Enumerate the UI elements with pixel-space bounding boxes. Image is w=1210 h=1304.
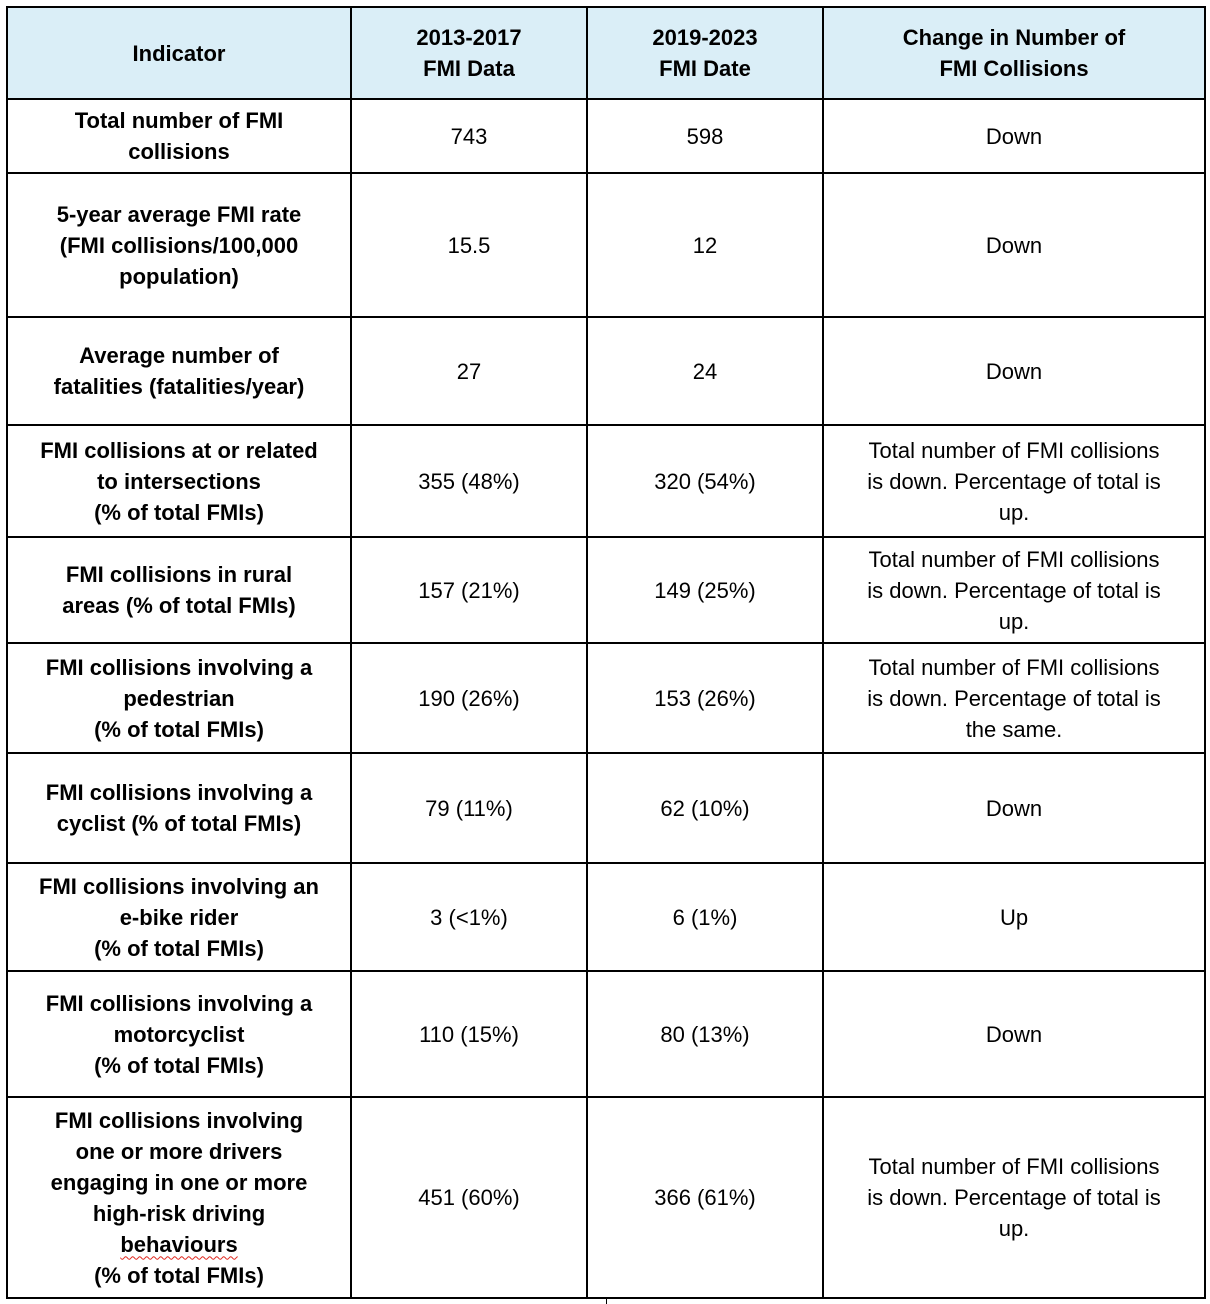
change-line: Down: [985, 232, 1043, 258]
change-cell: [823, 317, 1205, 425]
indicator-line: (% of total FMIs): [94, 1262, 264, 1288]
change-cell: [823, 971, 1205, 1097]
indicator-line: to intersections: [97, 468, 261, 494]
table-row: [7, 643, 1205, 753]
table-row: [7, 537, 1205, 643]
value-2013-2017-cell: 190 (26%): [351, 643, 587, 753]
indicator-line: FMI collisions involving an: [39, 873, 319, 899]
indicator-line: (% of total FMIs): [94, 935, 264, 961]
change-line: up.: [998, 1216, 1030, 1241]
value-2013-2017-cell: 79 (11%): [351, 753, 587, 863]
change-cell: [823, 863, 1205, 971]
indicator-cell: [7, 425, 351, 537]
change-line: Down: [985, 795, 1043, 821]
value-2019-2023-cell: 366 (61%): [587, 1097, 823, 1298]
value-2013-2017-cell: 27: [351, 317, 587, 425]
table-row: [7, 971, 1205, 1097]
header-indicator: [7, 7, 351, 99]
value-2013-2017-cell: 157 (21%): [351, 537, 587, 643]
value-2013-2017-cell: 451 (60%): [351, 1097, 587, 1298]
fmi-indicators-table: [6, 6, 1206, 1299]
change-line: Down: [985, 123, 1043, 149]
change-cell: [823, 753, 1205, 863]
value-2019-2023-cell: 320 (54%): [587, 425, 823, 537]
table-row: [7, 753, 1205, 863]
change-line: Down: [985, 358, 1043, 384]
header-line: 2019-2023: [652, 25, 758, 50]
indicator-line: e-bike rider: [119, 904, 239, 930]
indicator-cell: [7, 173, 351, 317]
change-line: Total number of FMI collisions: [868, 437, 1160, 463]
header-line: FMI Collisions: [939, 56, 1089, 81]
value-2013-2017-cell: 355 (48%): [351, 425, 587, 537]
value-2019-2023-cell: 62 (10%): [587, 753, 823, 863]
change-line: the same.: [965, 716, 1063, 742]
indicator-line: cyclist (% of total FMIs): [56, 811, 302, 836]
indicator-cell: [7, 971, 351, 1097]
indicator-line: FMI collisions involving a: [45, 654, 313, 680]
change-line: up.: [998, 499, 1030, 525]
change-line: Down: [985, 1021, 1043, 1047]
indicator-line: FMI collisions involving a: [45, 990, 313, 1016]
indicator-line: Total number of FMI: [74, 108, 284, 133]
header-line: FMI Date: [659, 56, 751, 81]
indicator-line: (% of total FMIs): [94, 1052, 264, 1078]
spellcheck-flagged-word: behaviours: [120, 1231, 238, 1257]
change-line: is down. Percentage of total is: [867, 685, 1161, 711]
change-line: is down. Percentage of total is: [867, 1185, 1161, 1210]
indicator-line: 5-year average FMI rate: [56, 201, 302, 227]
change-cell: [823, 643, 1205, 753]
header-line: FMI Data: [423, 56, 515, 81]
indicator-line: FMI collisions in rural: [65, 562, 293, 587]
indicator-cell: [7, 317, 351, 425]
change-cell: [823, 173, 1205, 317]
change-line: up.: [998, 608, 1030, 634]
table-header-row: [7, 7, 1205, 99]
indicator-line: fatalities (fatalities/year): [53, 374, 305, 399]
change-cell: [823, 99, 1205, 173]
value-2013-2017-cell: 3 (<1%): [351, 863, 587, 971]
value-2019-2023-cell: 598: [587, 99, 823, 173]
change-line: is down. Percentage of total is: [867, 468, 1161, 494]
change-line: Up: [999, 904, 1029, 930]
indicator-line: pedestrian: [123, 685, 235, 711]
indicator-line: engaging in one or more: [50, 1169, 308, 1195]
indicator-line: (% of total FMIs): [94, 716, 264, 742]
value-2013-2017-cell: 110 (15%): [351, 971, 587, 1097]
indicator-cell: [7, 99, 351, 173]
header-line: Indicator: [132, 40, 226, 66]
table-row: [7, 99, 1205, 173]
change-cell: [823, 537, 1205, 643]
header-line: 2013-2017: [416, 25, 522, 50]
indicator-cell: [7, 1097, 351, 1298]
value-2019-2023-cell: 153 (26%): [587, 643, 823, 753]
header-period-2013-2017: [351, 7, 587, 99]
table-row: [7, 173, 1205, 317]
indicator-line: Average number of: [79, 343, 279, 368]
value-2019-2023-cell: 80 (13%): [587, 971, 823, 1097]
value-2013-2017-cell: 743: [351, 99, 587, 173]
indicator-line: collisions: [128, 139, 230, 164]
indicator-cell: [7, 643, 351, 753]
value-2019-2023-cell: 6 (1%): [587, 863, 823, 971]
value-2019-2023-cell: 12: [587, 173, 823, 317]
change-line: Total number of FMI collisions: [868, 546, 1160, 572]
table-row: [7, 1097, 1205, 1298]
value-2019-2023-cell: 149 (25%): [587, 537, 823, 643]
change-line: Total number of FMI collisions: [868, 1154, 1160, 1179]
indicator-cell: [7, 537, 351, 643]
indicator-line: FMI collisions involving a: [45, 780, 313, 805]
indicator-line: (% of total FMIs): [94, 499, 264, 525]
table-row: [7, 863, 1205, 971]
header-line: Change in Number of: [902, 25, 1126, 50]
indicator-cell: [7, 863, 351, 971]
header-change: [823, 7, 1205, 99]
table-row: [7, 317, 1205, 425]
table-row: [7, 425, 1205, 537]
change-cell: [823, 1097, 1205, 1298]
indicator-cell: [7, 753, 351, 863]
change-line: is down. Percentage of total is: [867, 577, 1161, 603]
change-line: Total number of FMI collisions: [868, 654, 1160, 680]
value-2013-2017-cell: 15.5: [351, 173, 587, 317]
indicator-line: (FMI collisions/100,000: [59, 232, 299, 258]
page-divider-mark: [606, 1297, 607, 1304]
change-cell: [823, 425, 1205, 537]
value-2019-2023-cell: 24: [587, 317, 823, 425]
indicator-line: one or more drivers: [75, 1138, 283, 1164]
indicator-line: motorcyclist: [113, 1021, 245, 1047]
indicator-line: high-risk driving: [92, 1200, 266, 1226]
indicator-line: population): [119, 263, 239, 289]
indicator-line: areas (% of total FMIs): [62, 593, 296, 618]
header-period-2019-2023: [587, 7, 823, 99]
indicator-line: FMI collisions involving: [54, 1107, 304, 1133]
indicator-line: FMI collisions at or related: [40, 437, 318, 463]
